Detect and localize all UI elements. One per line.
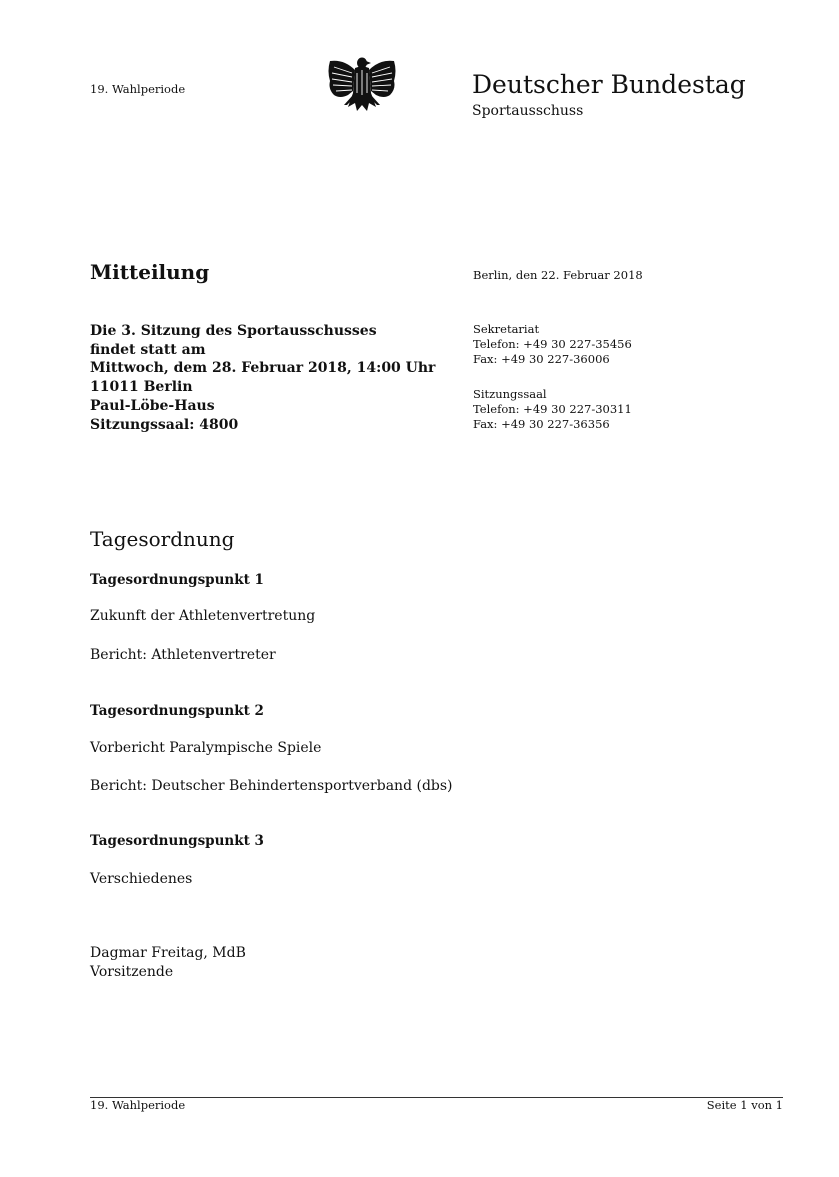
contact-sitzungssaal bbox=[473, 387, 632, 432]
document-title: Mitteilung bbox=[90, 260, 210, 284]
federal-eagle-icon bbox=[326, 55, 398, 117]
session-line: Paul-Löbe-Haus bbox=[90, 397, 215, 414]
contact-phone: Telefon: +49 30 227-30311 bbox=[473, 402, 632, 416]
contact-fax: Fax: +49 30 227-36356 bbox=[473, 417, 610, 431]
institution-title: Deutscher Bundestag bbox=[472, 70, 746, 99]
session-line: Sitzungssaal: 4800 bbox=[90, 416, 239, 433]
session-line: Die 3. Sitzung des Sportausschusses bbox=[90, 323, 377, 339]
agenda-item-subject: Zukunft der Athletenvertretung bbox=[90, 608, 316, 624]
session-info bbox=[90, 322, 435, 434]
agenda-item-report: Bericht: Deutscher Behindertensportverband (dbs) bbox=[90, 778, 453, 794]
footer-divider bbox=[90, 1097, 783, 1098]
signature-name: Dagmar Freitag, MdB bbox=[90, 945, 246, 961]
agenda-item-title: Tagesordnungspunkt 3 bbox=[90, 833, 264, 849]
agenda-item-report: Bericht: Athletenvertreter bbox=[90, 647, 276, 663]
session-line: Mittwoch, dem 28. Februar 2018, 14:00 Uhr bbox=[90, 360, 436, 377]
agenda-item-subject: Verschiedenes bbox=[90, 871, 193, 887]
agenda-item-title: Tagesordnungspunkt 1 bbox=[90, 572, 264, 588]
contact-phone: Telefon: +49 30 227-35456 bbox=[473, 337, 632, 351]
session-line: 11011 Berlin bbox=[90, 379, 193, 396]
agenda-item-title: Tagesordnungspunkt 2 bbox=[90, 703, 264, 719]
contact-sekretariat bbox=[473, 322, 632, 367]
agenda-heading: Tagesordnung bbox=[90, 527, 235, 551]
committee-name: Sportausschuss bbox=[472, 103, 584, 119]
date-line: Berlin, den 22. Februar 2018 bbox=[473, 268, 643, 282]
contact-label: Sitzungssaal bbox=[473, 387, 547, 401]
contact-label: Sekretariat bbox=[473, 322, 540, 336]
header-period: 19. Wahlperiode bbox=[90, 82, 186, 96]
footer-period: 19. Wahlperiode bbox=[90, 1098, 186, 1112]
signature-role: Vorsitzende bbox=[90, 964, 174, 980]
session-line: findet statt am bbox=[90, 341, 206, 358]
page-number: Seite 1 von 1 bbox=[706, 1098, 783, 1112]
signature bbox=[90, 944, 246, 982]
agenda-item-subject: Vorbericht Paralympische Spiele bbox=[90, 740, 322, 756]
contact-fax: Fax: +49 30 227-36006 bbox=[473, 352, 610, 366]
